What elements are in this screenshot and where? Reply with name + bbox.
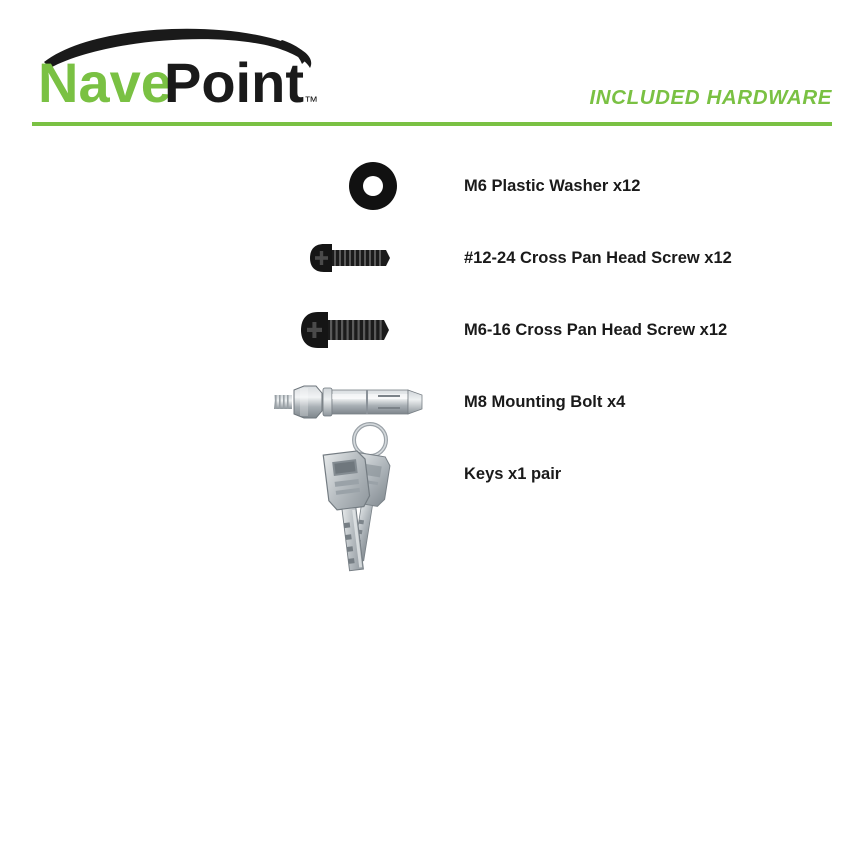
list-item — [0, 294, 864, 366]
keys-icon — [270, 416, 440, 576]
navepoint-logo — [36, 18, 336, 114]
list-item-label: M6 Plastic Washer x12 — [464, 176, 641, 195]
pan-head-screw-icon — [270, 222, 440, 294]
pan-head-screw-icon — [270, 294, 440, 366]
washer-icon — [270, 150, 440, 222]
list-item-label: Keys x1 pair — [464, 464, 562, 483]
list-item-label: #12-24 Cross Pan Head Screw x12 — [464, 248, 732, 267]
list-item — [0, 438, 864, 510]
list-item-label: M6-16 Cross Pan Head Screw x12 — [464, 320, 728, 339]
list-item-label: M8 Mounting Bolt x4 — [464, 392, 626, 411]
list-item — [0, 222, 864, 294]
svg-text:Point: Point — [164, 51, 304, 114]
svg-text:Nave: Nave — [38, 51, 172, 114]
header-divider — [32, 122, 832, 126]
page-title: INCLUDED HARDWARE — [589, 86, 832, 109]
svg-text:™: ™ — [304, 93, 318, 109]
list-item — [0, 150, 864, 222]
page-header — [0, 0, 864, 128]
